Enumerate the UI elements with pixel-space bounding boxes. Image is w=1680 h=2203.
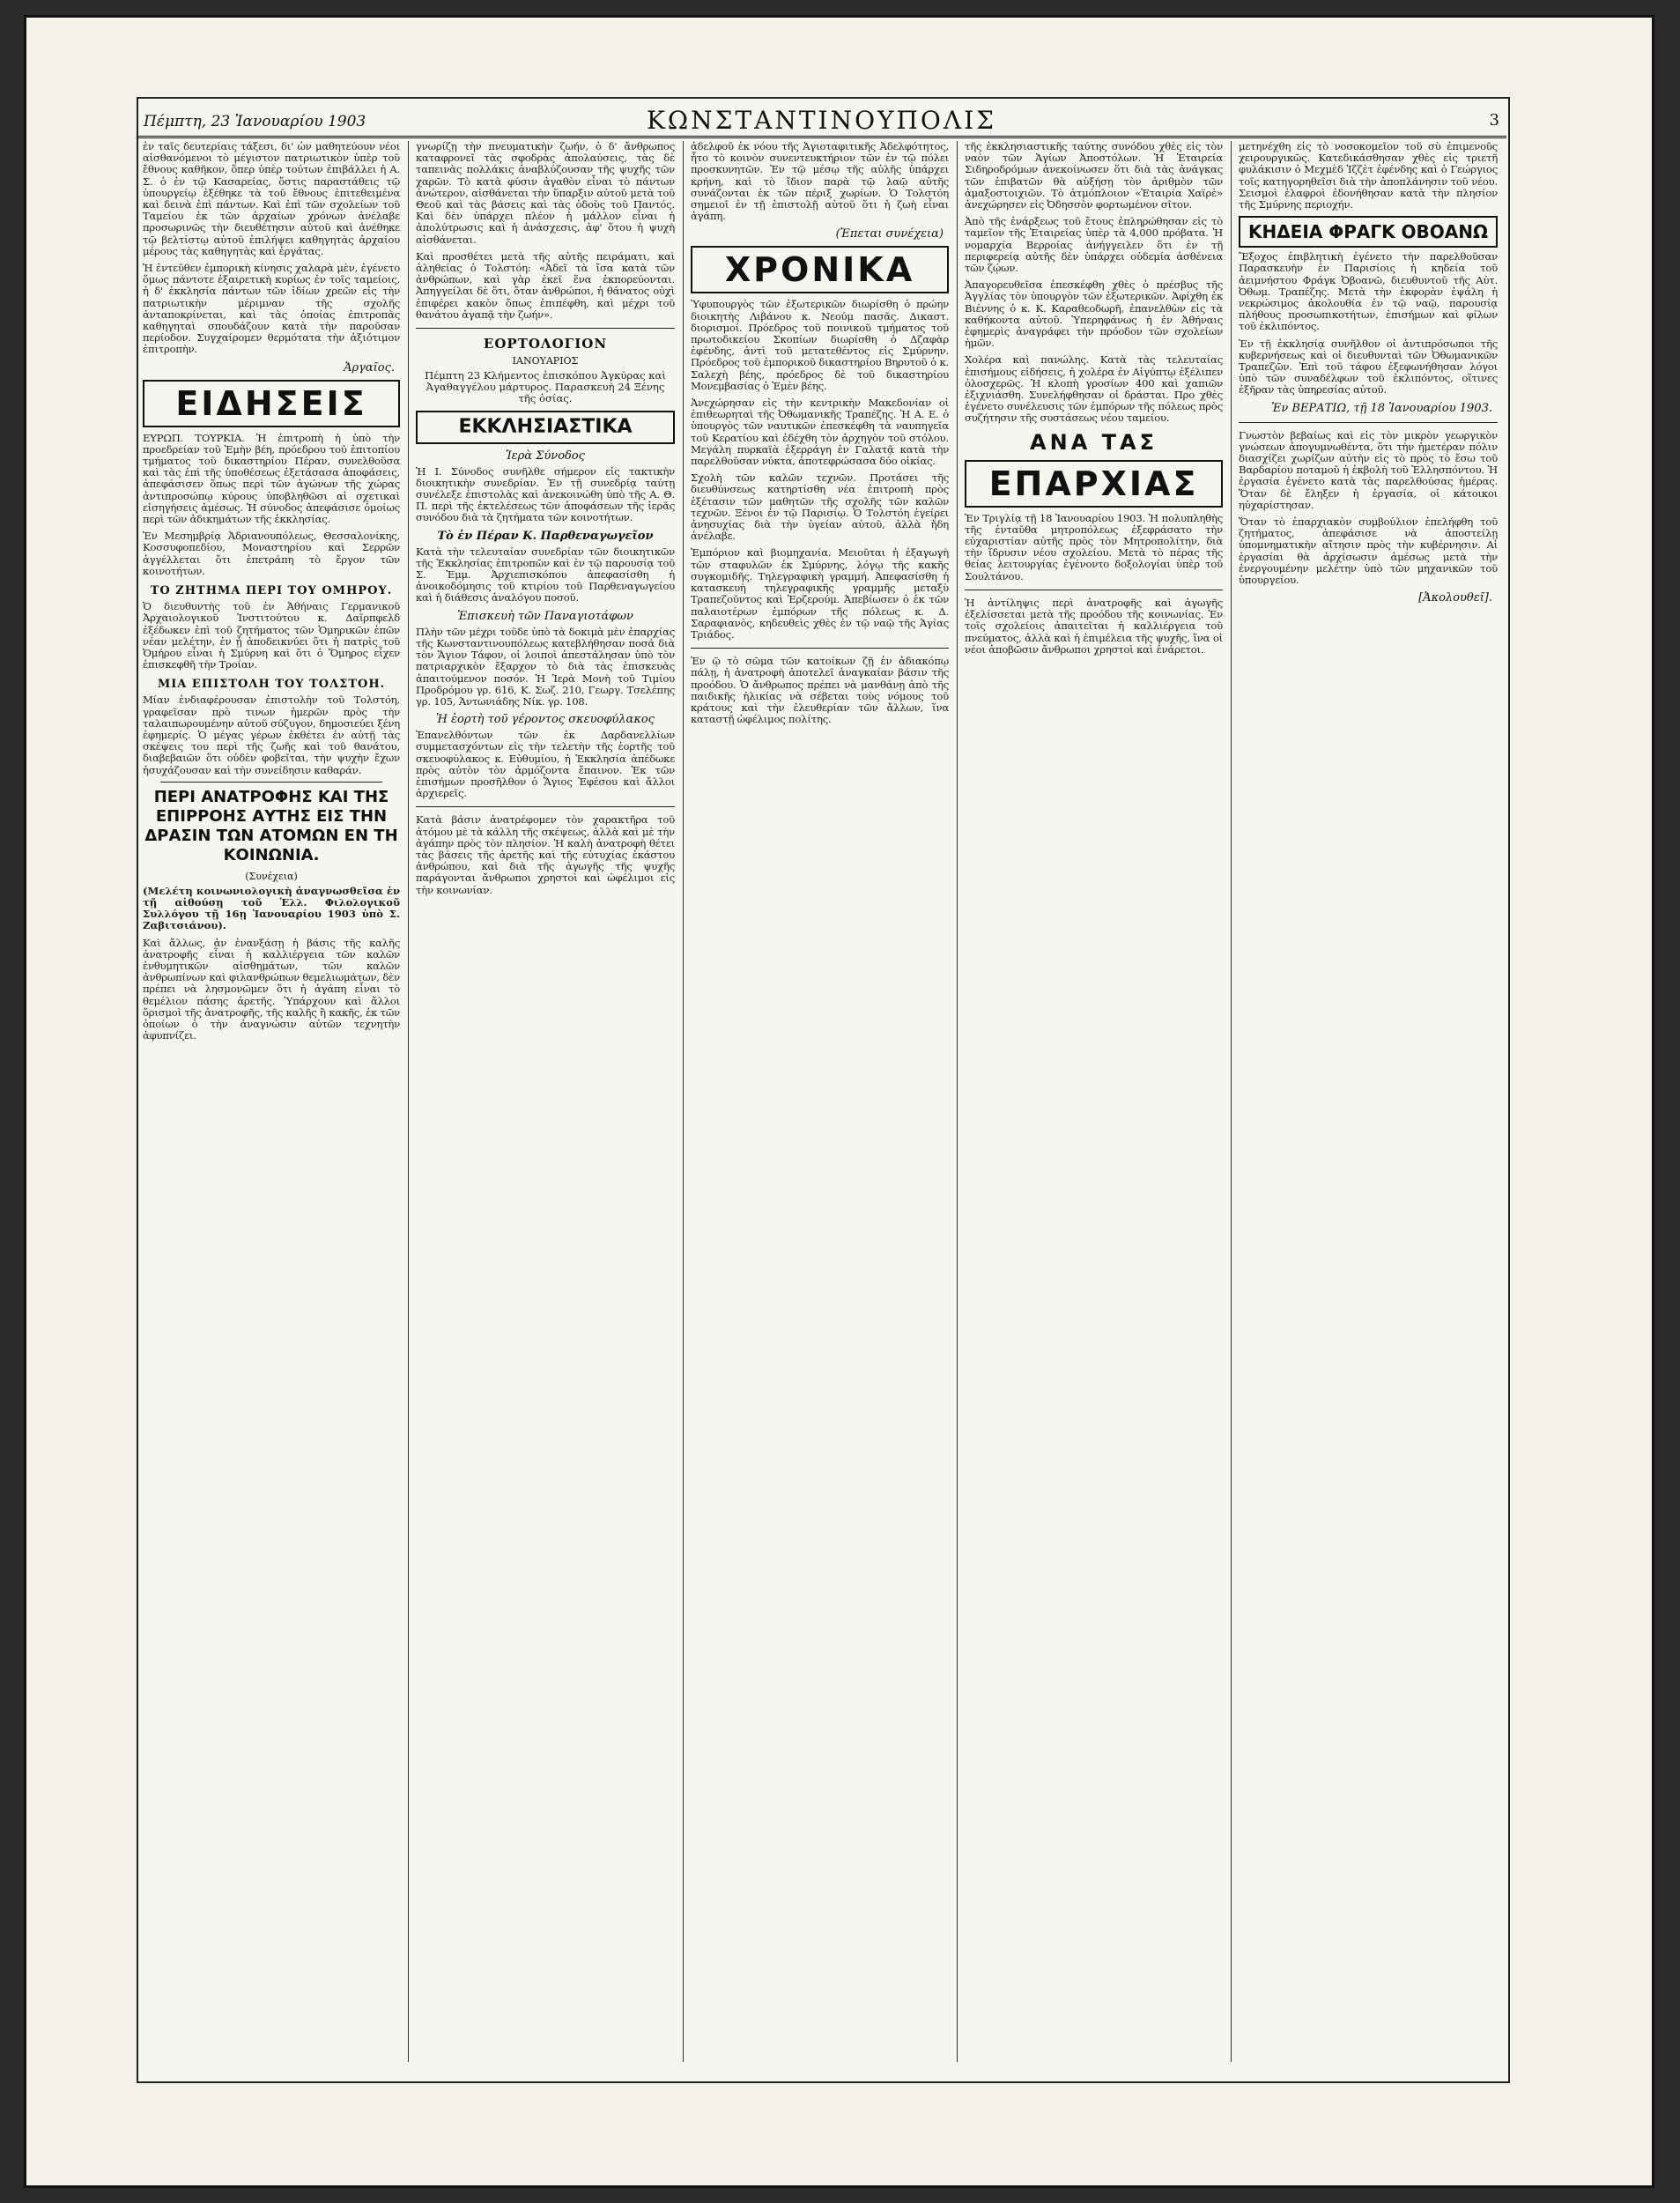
feature-note: (Συνέχεια) [245, 870, 298, 882]
article-text: γνωρίζῃ τὴν πνευματικὴν ζωήν, ὁ δ' ἄνθρωπος καταφρονεῖ τὰς σφοδρὰς ἀπολαύσεις, τὰς δὲ ταπεινὰς πολλάκις ἀναβλύζουσαν τῆς ψυχῆς τῶν χαρῶν. Τὸ κατὰ φύσιν ἀγαθὸν εἶναι τὸ πάντων ἀνώτερον, αἰσθάνεται τὴν ὕπαρξιν αὐτοῦ μετὰ τοῦ Θεοῦ καὶ τὰς βάσεις καὶ τὰς ὁδοὺς τοῦ Παντός. Καὶ δὲν ὑπάρχει πλέον ἡ μάλλον εἶναι ἡ ἀπολύτρωσις καὶ ἡ ἀνάσχεσις, ἀφ' ὅτου ἡ ψυχὴ αἰσθάνεται. [416, 141, 675, 246]
page-number: 3 [1489, 111, 1499, 130]
church-text: Πλὴν τῶν μέχρι τοῦδε ὑπὸ τὰ δοκιμὰ μὲν ἐπαρχίας τῆς Κωνσταντινουπόλεως κατεβλήθησαν ποσά διὰ τὸν Ἅγιον Τάφον, οἱ λοιποὶ ἀπεστάλησαν ὑπὸ τὸν πατριαρχικὸν ἔξαρχον τὸ διὰ τὰς ἐπισκευὰς ἀπαιτούμενον ποσόν. Ἡ Ἱερὰ Μονὴ τοῦ Τιμίου Προδρόμου γρ. 616, Κ. Σωζ. 210, Γεωργ. Τσελέπης γρ. 105, Ἀντωνιάδης Νίκ. γρ. 108. [416, 625, 675, 708]
divider [416, 806, 675, 807]
calendar-title: ΕΟΡΤΟΛΟΓΙΟΝ [483, 336, 608, 352]
chronicle-text: τῆς ἐκκλησιαστικῆς ταύτης συνόδου χθὲς εἰς τὸν ναὸν τῶν Ἁγίων Ἀποστόλων. Ἡ Ἑταιρεία Σιδηροδρόμων ἀνεκοίνωσεν ὅτι διὰ τὰς ἀνάγκας τῶν ἐπιβατῶν θὰ αὐξήσῃ τὸν ἀριθμὸν τῶν ἁμαξοστοιχιῶν. Τὸ ἀτμόπλοιον «Ἑταιρία Χαϊρὲ» ἀνεχώρησεν εἰς Ὀδησσὸν φορτωμένον σῖτον. [965, 141, 1223, 211]
section-heading-funeral: ΚΗΔΕΙΑ ΦΡΑΓΚ ΟΒΟΑΝΩ [1239, 216, 1498, 248]
church-text: Κατὰ τὴν τελευταίαν συνεδρίαν τῶν διοικητικῶν τῆς Ἐκκλησίας ἐπιτροπῶν καὶ ἐν τῷ παρουσίᾳ τοῦ Σ. Ἐμμ. Ἀρχιεπισκόπου ἀπεφασίσθη ἡ ἀνοικοδόμησις τοῦ κτιρίου τοῦ Παρθεναγωγείου καὶ ἡ διάθεσις ἀναλόγου ποσοῦ. [416, 545, 675, 605]
chronicle-text: μετηνέχθη εἰς τὸ νοσοκομεῖον τοῦ σὺ ἐπιμενοῦς χειρουργικῶς. Κατεδικάσθησαν χθὲς εἰς τριετῆ φυλάκισιν ὁ Μεχμὲδ Ἰζζὲτ ἐφένδης καὶ ὁ Γεώργιος τοῖς κατηγορηθεῖσι διὰ τὴν ἀποπλάνησιν τοῦ νέου. Σεισμοὶ ἐλαφροὶ ἐδονήθησαν κατὰ τὴν πλησίον τῆς Σμύρνης περιοχήν. [1239, 141, 1498, 211]
divider [416, 328, 675, 329]
chronicle-text: Ἀπαγορευθεῖσα ἐπεσκέφθη χθὲς ὁ πρέσβυς τῆς Ἀγγλίας τὸν ὑπουργὸν τῶν ἐξωτερικῶν. Ἀφίχθη ἐκ Βιέννης ὁ κ. Κ. Καραθεοδωρῆ, ἐπανελθὼν εἰς τὰ καθήκοντα αὐτοῦ. Ὑπερηφάνως ἡ ἐν Ἀθήναις ἐφημερὶς ἀναγράφει τὴν πρόοδον τῶν σχολείων ἡμῶν. [965, 278, 1223, 350]
funeral-text: Ἔξοχος ἐπιβλητικὴ ἐγένετο τὴν παρελθοῦσαν Παρασκευὴν ἐν Παρισίοις ἡ κηδεία τοῦ ἀειμνήστου Φράγκ Ὀβοανῶ, διευθυντοῦ τῆς Αὐτ. Ὀθωμ. Τραπέζης. Μετὰ τὴν ἐκφορὰν ἐψάλη ἡ νεκρώσιμος ἀκολουθία ἐν τῷ ναῷ, παρουσίᾳ πλήθους προσωπικοτήτων, ἐπισήμων καὶ φίλων τοῦ ἐκλιπόντος. [1239, 250, 1498, 333]
continued-note: [Ἀκολουθεῖ]. [1418, 591, 1492, 605]
church-text: Ἡ Ι. Σύνοδος συνῆλθε σήμερον εἰς τακτικὴν διοικητικὴν συνεδρίαν. Ἐν τῇ συνεδρίᾳ ταύτῃ συνέλεξε ἐπιστολὰς καὶ ἀνεκοινώθη ὑπὸ τῆς Α. Θ. Π. περὶ τῆς ἐκτελέσεως τῶν ἀποφάσεων τῆς ἱερᾶς συνόδου διὰ τὰ ζητήματα τῶν κοινοτήτων. [416, 464, 675, 524]
chronicle-text: Σχολὴ τῶν καλῶν τεχνῶν. Προτάσει τῆς διευθύνσεως κατηρτίσθη νέα ἐπιτροπὴ πρὸς ἐξέτασιν τῶν μαθητῶν τῆς σχολῆς τῶν καλῶν τεχνῶν. Ξένοι ἐν τῷ Παρισίῳ. Ὁ Τολστόη ἐγείρει ἀνησυχίας διὰ τὴν ὑγείαν αὐτοῦ, ἀλλὰ ἤδη ἀνέλαβε. [691, 471, 949, 543]
column-5 [1239, 141, 1498, 2062]
church-subheading: Ἡ ἑορτὴ τοῦ γέροντος σκευοφύλακος [436, 713, 655, 727]
church-subheading: Ἐπισκευὴ τῶν Παναγιοτάφων [457, 609, 633, 623]
divider [691, 648, 949, 649]
feature-intro: (Μελέτη κοινωνιολογικὴ ἀναγνωσθεῖσα ἐν τῇ αἰθούσῃ τοῦ Ἑλλ. Φιλολογικοῦ Συλλόγου τῇ 16ῃ Ἰανουαρίου 1903 ὑπὸ Σ. Ζαβιτσιάνου). [143, 884, 400, 932]
divider [160, 782, 382, 783]
article-text: Ἡ ἐντεῦθεν ἐμπορικὴ κίνησις χαλαρὰ μὲν, ἐγένετο ὅμως πάντοτε ἐξαιρετικὴ κυρίως ἐν τοῖς ταμείοις, ἡ δ' ἐκκλησία πάντων τῶν ἰδίων χρεῶν εἰς τὴν πατριωτικὴν μέριμναν τῆς σχολῆς ἀνταποκρίνεται, καὶ τὰς ὁποίας ἐπιτροπὰς καθηγηταὶ σπουδάζουν κατὰ τὴν παροῦσαν περίοδον. Συγχαίρομεν θερμότατα τὴν ἀξιότιμον ἐπιτροπὴν. [143, 262, 400, 356]
feature-text: Καὶ ἄλλως, ἀν ἐνανξάσῃ ἡ βάσις τῆς καλῆς ἀνατροφῆς εἶναι ἡ καλλιέργεια τῶν καλῶν ἐνθυμητικῶν αἰσθημάτων, τῶν καλῶν ἀνθρωπίνων καὶ φιλανθρώπων θεμελιωμάτων, δὲν πρέπει νὰ λησμονῶμεν ὅτι ἡ ἀγάπη εἶναι τὸ θεμέλιον πάσης ἀρετῆς. Ὑπάρχουν καὶ ἄλλοι ὅρισμοὶ τῆς ἀνατροφῆς, τῆς καλῆς ἢ κακῆς, ἐκ τῶν ὁποίων ὁ τὴν ἀναγνώσιν αὐτῶν τεχνητὴν ἀφυπνίζει. [143, 936, 400, 1042]
news-subheading: ΤΟ ΖΗΤΗΜΑ ΠΕΡΙ ΤΟΥ ΟΜΗΡΟΥ. [150, 584, 393, 598]
column-2 [416, 141, 675, 2062]
news-text: Μίαν ἐνδιαφέρουσαν ἐπιστολὴν τοῦ Τολστόη, γραφεῖσαν πρὸ τινων ἡμερῶν πρὸς τὴν ταλαιπωρουμένην αὐτοῦ σύζυγον, δημοσιεύει ξένη ἐφημερίς. Ὁ μέγας γέρων ἐκθέτει ἐν αὐτῇ τὰς σκέψεις του περὶ τῆς ζωῆς καὶ τοῦ θανάτου, διαβεβαιῶν ὅτι οὐδὲν φοβεῖται, τὴν ψυχὴν ἔχων ἡσυχάζουσαν καὶ τὴν συνείδησιν καθαράν. [143, 694, 400, 776]
column-rule [683, 141, 684, 2062]
article-text: Καὶ προσθέτει μετὰ τῆς αὐτῆς πειράματι, καὶ ἀληθείας ὁ Τολστόη: «Ἀδεῖ τὰ ἴσα κατὰ τῶν ἀνθρώπων, καὶ γὰρ ἐκεῖ ἕνα ἐκπορεύονται. Ἀπηγγείλαι δὲ ὅτι, ὅταν ἀνθρώποι, ἡ θάνατος οὐχὶ ἐπιφέρει κακὸν ὅπως ἐπιπέφθη, καὶ μέχρι τοῦ θανάτου ἀγαπᾷ τὴν ζωήν». [416, 249, 675, 321]
section-heading-church: ΕΚΚΛΗΣΙΑΣΤΙΚΑ [416, 411, 675, 444]
chronicle-text: Ἀπὸ τῆς ἐνάρξεως τοῦ ἔτους ἐπληρώθησαν εἰς τὸ ταμεῖον τῆς Ἑταιρείας ὑπὲρ τὰ 4,000 πρόβατα. Ἡ νομαρχία Βερροίας ἀνήγγειλεν ὅτι ἐν τῇ περιφερείᾳ αὐτῆς δὲν ὑπάρχει οὐδεμία ἀσθένεια τῶν ζῴων. [965, 215, 1223, 275]
church-text: Ἐπανελθόντων τῶν ἐκ Δαρδανελλίων συμμετασχόντων εἰς τὴν τελετὴν τῆς ἑορτῆς τοῦ σκευοφύλακος κ. Εὐθυμίου, ἡ Ἐκκλησία ἀπέδωκε πρὸς αὐτὸν τὸν ἀρμόζοντα ἔπαινον. Ἐκ τῶν ἐπισήμων προσῆλθον ὁ Ἅγιος Ἐφέσου καὶ ἄλλοι ἀρχιερεῖς. [416, 729, 675, 800]
church-subheading: Τὸ ἐν Πέραν Κ. Παρθεναγωγεῖον [437, 529, 654, 543]
provinces-text: Ὅταν τὸ ἐπαρχιακὸν συμβούλιον ἐπελήφθη τοῦ ζητήματος, ἀπεφάσισε νὰ ἀποστείλῃ ὑπομνηματικὴν αἴτησιν πρὸς τὴν κυβέρνησιν. Αἱ ἐργασίαι θὰ ἀρχίσωσιν ἀμέσως μετὰ τὴν ἐνεργουμένην μελέτην ὑπὸ τῶν μηχανικῶν τοῦ ὑπουργείου. [1239, 516, 1498, 587]
chronicle-text: Χολέρα καὶ πανώλης. Κατὰ τὰς τελευταίας ἐπισήμους εἰδήσεις, ἡ χολέρα ἐν Αἰγύπτῳ ἐξέλιπεν ὁλοσχερῶς. Ἡ κλοπὴ γροσίων 400 καὶ χαπιῶν ἐξιχνιάσθη. Συνελήφθησαν οἱ δράσται. Προ χθὲς ἐγένετο συνέλευσις τῶν ἐμπόρων τῆς πόλεως πρὸς συζήτησιν τῆς συστάσεως νέου ταμείου. [965, 353, 1223, 425]
feature-text: Ἐν ῷ τὸ σῶμα τῶν κατοίκων ζῇ ἐν ἀδιακόπῳ πάλῃ, ἡ ἀνατροφὴ ἀποτελεῖ ἀναγκαίαν βάσιν τῆς προόδου. Ὁ ἄνθρωπος πρέπει νὰ μανθάνῃ ἀπὸ τῆς παιδικῆς ἡλικίας νὰ σέβεται τοὺς νόμους τοῦ κράτους καὶ τὴν ἐλευθερίαν τῶν ἄλλων, ἵνα καταστῇ ὠφέλιμος πολίτης. [691, 655, 949, 726]
provinces-text: Ἐν Τριγλίᾳ τῇ 18 Ἰανουαρίου 1903. Ἡ πολυπληθὴς τῆς ἐνταῦθα μητροπόλεως ἐξεφράσατο τὴν εὐχαριστίαν αὐτῆς πρὸς τὸν Μητροπολίτην, διὰ τὴν ἵδρυσιν νέου σχολείου. Μετὰ τὸ πέρας τῆς θείας λειτουργίας ἐγένοντο δοξολογίαι ὑπὲρ τοῦ Σουλτάνου. [965, 511, 1223, 582]
funeral-text: Ἐν τῇ ἐκκλησίᾳ συνῆλθον οἱ ἀντιπρόσωποι τῆς κυβερνήσεως καὶ οἱ διευθυνταὶ τῶν Ὀθωμανικῶν Τραπεζῶν. Ἐπὶ τοῦ τάφου ἐξεφωνήθησαν λόγοι ὑπὸ τῶν συναδέλφων τοῦ ἐκλιπόντος, οἵτινες ἐξῆραν τὰς ὑπηρεσίας αὐτοῦ. [1239, 337, 1498, 397]
column-rule [957, 141, 958, 2062]
chronicle-text: Ὑφυπουργὸς τῶν ἐξωτερικῶν διωρίσθη ὁ πρώην διοικητὴς Λιβάνου κ. Νεούμ πασᾶς. Δικαστ. διορισμοί. Πρόεδρος τοῦ ποινικοῦ τμήματος τοῦ πρωτοδικείου Σκοπίων διωρίσθη ὁ Δζαφὰρ ἐφένδης, ἀντὶ τοῦ μετατεθέντος εἰς Σμύρνην. Πρόεδρος τοῦ ἐμπορικοῦ δικαστηρίου Βηρυτοῦ ὁ κ. Σαλεχὴ βέης, πρόεδρος δὲ τοῦ δικαστηρίου Μονεμβασίας ὁ Ἐμὲν βέης. [691, 298, 949, 392]
news-subheading: ΜΙΑ ΕΠΙΣΤΟΛΗ ΤΟΥ ΤΟΛΣΤΟΗ. [157, 678, 386, 692]
section-heading-provinces-top: ΑΝΑ ΤΑΣ [1030, 429, 1158, 455]
chronicle-text: Ἐμπόριον καὶ βιομηχανία. Μειοῦται ἡ ἐξαγωγὴ τῶν σταφυλῶν ἐκ Σμύρνης, λόγῳ τῆς κακῆς συγκομιδῆς. Τηλεγραφικὴ γραμμή. Ἀπεφασίσθη ἡ κατασκευὴ τηλεγραφικῆς γραμμῆς μεταξὺ Τραπεζοῦντος καὶ Ἐρζερούμ. Ἀπεβίωσεν ὁ ἐκ τῶν παλαιοτέρων ἐμπόρων τῆς πόλεως κ. Δ. Σαραφιανὸς, κηδευθεὶς χθὲς ἐν τῷ ναῷ τῆς Ἁγίας Τριάδος. [691, 546, 949, 641]
feature-title: ΠΕΡΙ ΑΝΑΤΡΟΦΗΣ ΚΑΙ ΤΗΣ ΕΠΙΡΡΟΗΣ ΑΥΤΗΣ ΕΙΣ ΤΗΝ ΔΡΑΣΙΝ ΤΩΝ ΑΤΟΜΩΝ ΕΝ ΤΗ ΚΟΙΝΩΝΙΑ. [144, 787, 398, 864]
column-4 [965, 141, 1223, 2062]
section-heading-chronicle: ΧΡΟΝΙΚΑ [691, 246, 949, 293]
news-text: ΕΥΡΩΠ. ΤΟΥΡΚΙΑ. Ἡ ἐπιτροπὴ ἡ ὑπὸ τὴν προεδρείαν τοῦ Ἐμὴν βέη, πρόεδρου τοῦ ἐπιτοπίου τμήματος τοῦ δικαστηρίου Πέραν, συνελθοῦσα καὶ τὰς ἐπὶ τῆς ὑποθέσεως ἐξετάσασα ἀποφάσεις, ἀπεφάσισεν ὅπως περὶ τῶν ἀγώνων τῆς χώρας ἀντιπροσώπῳ κύρους ὑποβληθῶσι αἱ σχετικαὶ εἰσηγήσεις ἀμέσως. Ἡ σύνοδος ἀπεφάσισε ὁμοίως περὶ τῶν ἀδικημάτων τῆς ἐκκλησίας. [143, 431, 400, 526]
article-signature: (Ἐπεται συνέχεια) [835, 227, 944, 241]
news-text: Ἐν Μεσημβρίᾳ Ἀδριανουπόλεως, Θεσσαλονίκης, Κοσσυφοπεδίου, Μοναστηρίου καὶ Σερρῶν ἀγγέλλεται ὅτι ἐπετράπη τὸ ἔργον τῶν κοινοτήτων. [143, 530, 400, 577]
column-3 [691, 141, 949, 2062]
section-heading-news: ΕΙΔΗΣΕΙΣ [143, 380, 400, 427]
calendar-text: Πέμπτη 23 Κλήμεντος ἐπισκόπου Ἀγκύρας καὶ Ἀγαθαγγέλου μάρτυρος. Παρασκευὴ 24 Ξένης τῆς ὁσίας. [425, 369, 666, 405]
feature-text: Κατὰ βάσιν ἀνατρέφομεν τὸν χαρακτῆρα τοῦ ἀτόμου μὲ τὰ κάλλη τῆς σκέψεως, ἀλλὰ καὶ μὲ τὴν ἀγάπην πρὸς τὸν πλησίον. Ἡ καλὴ ἀνατροφὴ θέτει τὰς βάσεις τῆς ἀρετῆς καὶ τῆς εὐτυχίας ἑκάστου ἀνθρώπου, καὶ διὰ τῆς ἀγωγῆς τῆς ψυχῆς παράγονται ἄνθρωποι χρηστοὶ καὶ ὠφέλιμοι εἰς τὴν κοινωνίαν. [416, 813, 675, 896]
column-1 [143, 141, 400, 2062]
newspaper-title: ΚΩΝΣΤΑΝΤΙΝΟΥΠΟΛΙΣ [647, 106, 996, 135]
masthead [137, 104, 1506, 138]
article-text: ἐν ταῖς δευτερίαις τάξεσι, δι' ὧν μαθητεύουν νέοι αἰσθανόμενοι τὸ μέγιστον πατριωτικὸν ὑπὲρ τοῦ ἔθνους καθῆκον, ὅπερ ὑπὲρ τούτων ἐπιβάλλει ἡ Α. Σ. ὁ ἐν τῷ Κασαρείας, ὅστις παραστάθεις τῷ ὑπουργείῳ ἐξέθηκε τὰ τοῦ ἔθνους ἐπιτεθειμένα καὶ δεινὰ ἐπὶ πάντων. Καὶ ἐπὶ τῶν σχολείων τοῦ Ταμείου ἐκ τῶν ἀρχαίων χρόνων ἀνέλαβε προσωρινῶς τὴν διευθέτησιν αὐτοῦ καὶ ἀνέθηκε τῷ βελτίστῳ αὐτοῦ ἐπιλήψει καθηγητὰς ἀρχαίου μέρους τὰς καθηγητὰς καὶ ἐργάτας. [143, 141, 400, 257]
church-subheading: Ἱερὰ Σύνοδος [506, 449, 585, 463]
chronicle-text: Ἀνεχώρησαν εἰς τὴν κεντρικὴν Μακεδονίαν οἱ ἐπιθεωρηταὶ τῆς Ὀθωμανικῆς Τραπέζης. Ἡ Α. Ε. ὁ ὑπουργὸς τῶν ναυτικῶν ἐπεσκέφθη τὰ ναυπηγεῖα τοῦ Κερατίου καὶ ἐδέχθη τὸν ἀρχηγὸν τοῦ στόλου. Μεγάλη πυρκαϊὰ ἐξερράγη ἐν Γαλατᾷ κατὰ τὴν παρελθοῦσαν νύκτα, ἀποτεφρώσασα δύο οἰκίας. [691, 397, 949, 468]
divider [1239, 422, 1498, 423]
article-text: ἀδελφοῦ ἐκ νόου τῆς Ἀγιοταφιτικῆς Ἀδελφότητος, ἦτο τὸ κοινὸν συνεντευκτήριον τῶν ἐν τῷ πόλει προσκυνητῶν. Ἐν τῷ μέσῳ τῆς αὐλῆς ὑπάρχει κρήνη, καὶ τὸ ἴδιον παρὰ τῷ λαῷ αὐτῆς συνάζονται ἐκ τῶν πέριξ χωρίων. Ὁ Τολστόη σημειοῖ ἐν τῇ ἐπιστολῇ αὐτοῦ ὅτι ἡ ζωὴ εἶναι ἀγάπη. [691, 141, 949, 223]
issue-date: Πέμπτη, 23 Ἰανουαρίου 1903 [144, 113, 366, 130]
section-heading-provinces: ΕΠΑΡΧΙΑΣ [965, 460, 1223, 508]
calendar-month: ΙΑΝΟΥΑΡΙΟΣ [512, 355, 579, 367]
feature-text: Ἡ ἀντίληψις περὶ ἀνατροφῆς καὶ ἀγωγῆς ἐξελίσσεται μετὰ τῆς προόδου τῆς κοινωνίας. Ἐν τοῖς σχολείοις ἀπαιτεῖται ἡ καλλιέργεια τοῦ πνεύματος, ἀλλὰ καὶ ἡ ἐπιμέλεια τῆς ψυχῆς, ἵνα οἱ νέοι ἀποβῶσιν ἄνθρωποι χρηστοὶ καὶ ἐνάρετοι. [965, 596, 1223, 656]
column-rule [1231, 141, 1232, 2062]
column-rule [408, 141, 409, 2062]
news-text: Ὁ διευθυντὴς τοῦ ἐν Ἀθήναις Γερμανικοῦ Ἀρχαιολογικοῦ Ἰνστιτούτου κ. Δαῖρπφελδ ἐξέδωκεν ἐπὶ τοῦ ζητήματος τῶν Ὁμηρικῶν ἐπῶν νέαν μελέτην, ἐν ᾗ ἀποδεικνύει ὅτι ἡ πατρὶς τοῦ Ὁμήρου εἶναι ἡ Σμύρνη καὶ ὅτι ὁ Ὅμηρος εἶχεν ἐπισκεφθῆ τὴν Τροίαν. [143, 600, 400, 671]
provinces-text: Γνωστὸν βεβαίως καὶ εἰς τὸν μικρὸν γεωργικὸν γνώσεων ἀπογυμνωθέντα, ὅτι τὴν ἡμετέραν πόλιν διασχίζει χωρίζων αὐτὴν εἰς τὸ πρὸς τὸ ἔσω τοῦ Βαρδαρίου ποταμοῦ ἡ ἐκβολὴ τοῦ Ἑλλησπόντου. Ἡ ἐργασία ἐγένετο κατὰ τὰς παρελθούσας ἡμέρας. Ὅταν δὲ ἔληξεν ἡ ἐργασία, οἱ κάτοικοι ηὐχαρίστησαν. [1239, 428, 1498, 511]
article-signature: Ἀργαῖος. [344, 360, 395, 375]
dateline: Ἐν ΒΕΡΑΤΙΩ, τῇ 18 Ἰανουαρίου 1903. [1271, 401, 1492, 415]
